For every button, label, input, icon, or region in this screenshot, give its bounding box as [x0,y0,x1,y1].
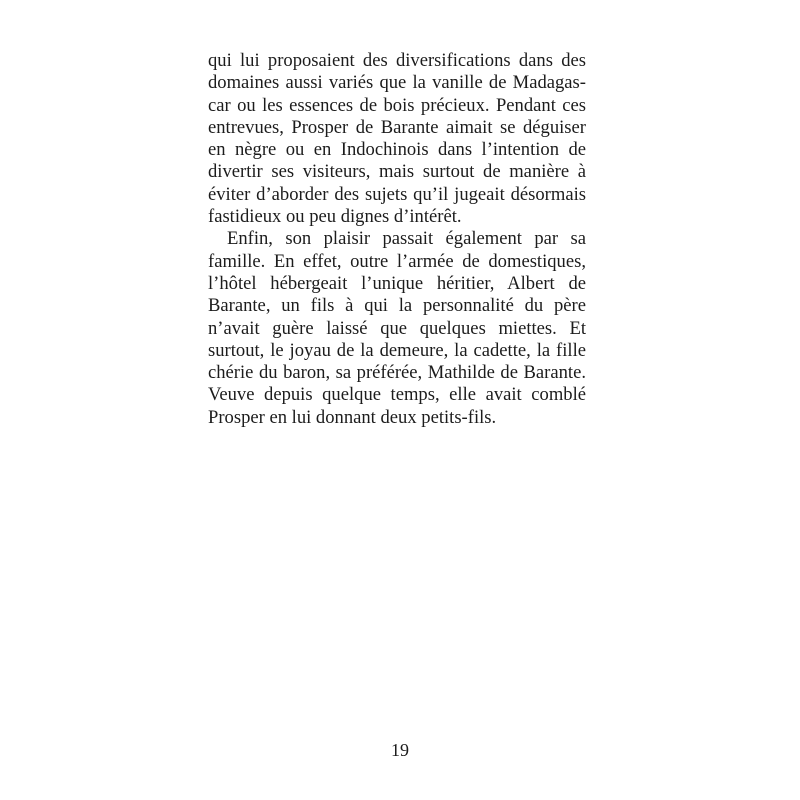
paragraph: Enfin, son plaisir passait également par sa famille. En effet, outre l’armée de domestiques, l’hôtel hébergeait l’unique héritier, Albert de Barante, un fils à qui la personnalité du père n’avait guère laissé que quelques miettes. Et surtout, le joyau de la demeure, la cadette, la fille chérie du baron, sa préférée, Mathilde de Barante. Veuve depuis quelque temps, elle avait comblé Prosper en lui donnant deux petits-fils. [208,228,586,428]
body-text [208,50,586,429]
page-number: 19 [391,740,409,760]
paragraph-continuation: qui lui proposaient des diversifications dans des domaines aussi variés que la vanille de Madagascar ou les essences de bois précieux. Pendant ces entrevues, Prosper de Barante aimait se déguiser en nègre ou en Indochinois dans l’intention de divertir ses visiteurs, mais surtout de manière à éviter d’aborder des sujets qu’il jugeait désormais fastidieux ou peu dignes d’intérêt. [208,50,586,228]
